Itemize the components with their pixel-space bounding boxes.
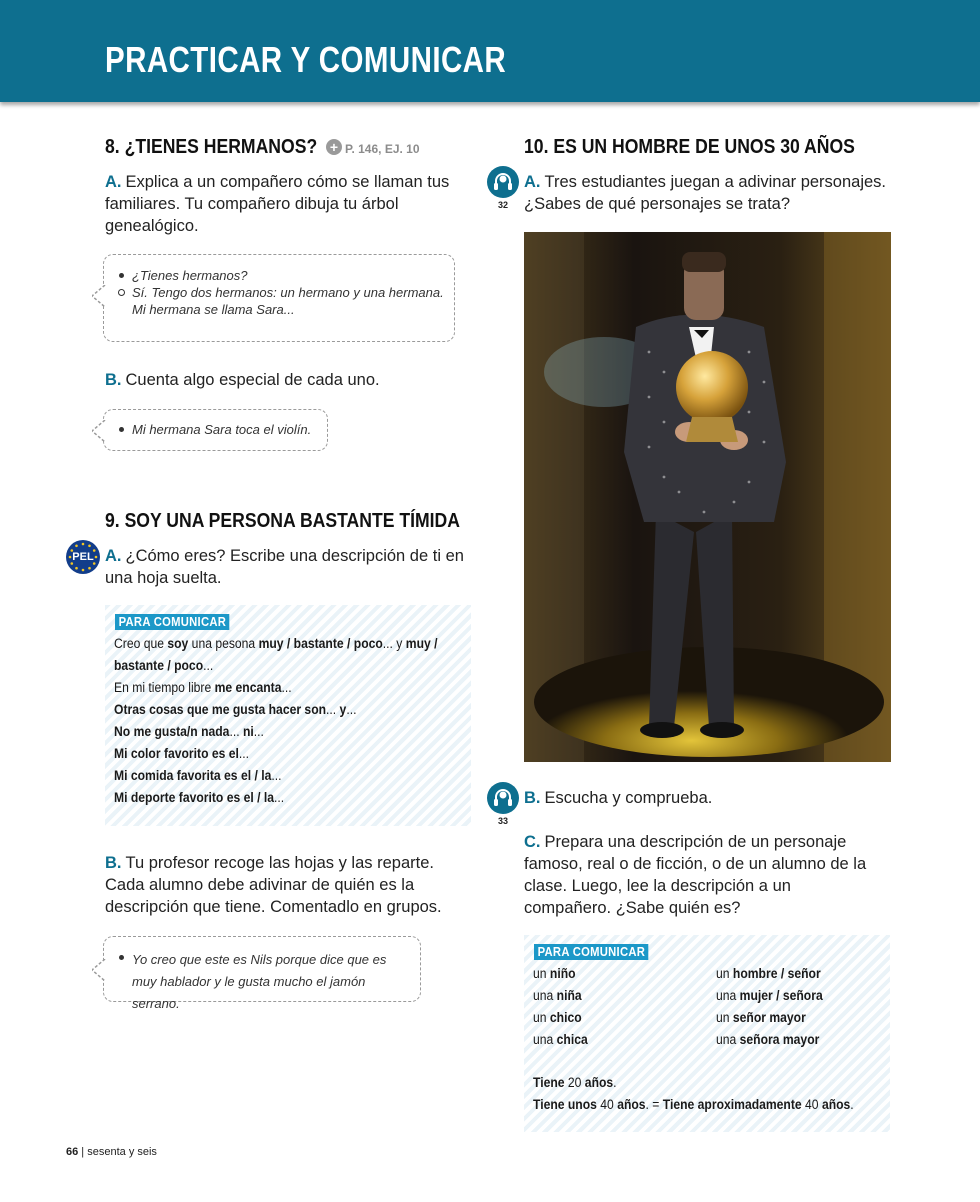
- speech-bubble-8a: [103, 254, 455, 342]
- text-fragment: una: [533, 1032, 557, 1047]
- bold-fragment: señor mayor: [732, 1010, 806, 1025]
- text-fragment: .: [850, 1097, 854, 1112]
- bold-fragment: Mi comida favorita es el / la: [114, 768, 272, 783]
- person-word: [716, 1007, 823, 1029]
- text-fragment: un: [533, 966, 550, 981]
- speech-bubble-9b: [103, 936, 421, 1011]
- text-fragment: En mi tiempo libre: [114, 680, 215, 695]
- text-fragment: Creo que: [114, 636, 168, 651]
- age-line: [533, 1072, 854, 1094]
- letter-a: A.: [105, 547, 122, 565]
- dialog-line: Mi hermana Sara toca el violín.: [118, 421, 317, 438]
- bold-fragment: niña: [556, 988, 582, 1003]
- dialog-line: Yo creo que este es Nils porque dice que es muy hablador y le gusta mucho el jamón serrano.: [118, 949, 410, 1015]
- person-word: [533, 1007, 588, 1029]
- section-8-b-text: Cuenta algo especial de cada uno.: [125, 371, 380, 389]
- section-10-c-text: Prepara una descripción de un personaje famoso, real o de ficción, o de un alumno de la clase. Luego, lee la descripción a un compañero. ¿Sabe quién es?: [524, 833, 867, 917]
- speech-bubble-8b: [103, 409, 328, 451]
- text-fragment: ...: [271, 768, 282, 783]
- bubble-tail: [92, 959, 106, 981]
- text-fragment: una: [533, 988, 557, 1003]
- text-fragment: ...: [281, 680, 292, 695]
- text-fragment: ...: [346, 702, 357, 717]
- bold-fragment: No me gusta/n nada: [114, 724, 230, 739]
- section-8-heading: [105, 136, 420, 159]
- section-10-c: [524, 831, 874, 919]
- text-fragment: .: [613, 1075, 617, 1090]
- track-number: 33: [497, 816, 508, 826]
- text-fragment: ...: [238, 746, 250, 761]
- headphones-icon[interactable]: [487, 782, 519, 814]
- bold-fragment: señora mayor: [739, 1032, 820, 1047]
- text-fragment: una: [716, 1032, 740, 1047]
- letter-c: C.: [524, 833, 541, 851]
- dialog-line: Sí. Tengo dos hermanos: un hermano y una hermana.: [118, 284, 444, 301]
- audio-track-32[interactable]: [487, 166, 521, 210]
- text-fragment: un: [716, 966, 733, 981]
- person-word: [716, 1029, 823, 1051]
- bold-fragment: chico: [549, 1010, 582, 1025]
- person-word: [533, 1029, 588, 1051]
- para-line: [114, 765, 438, 787]
- section-10-a: [524, 171, 894, 215]
- bold-fragment: niño: [549, 966, 576, 981]
- section-9-b-text: Tu profesor recoge las hojas y las reparte. Cada alumno debe adivinar de quién es la descripción que tiene. Comentadlo en grupos.: [105, 854, 442, 916]
- page-words: sesenta y seis: [87, 1146, 157, 1158]
- text-fragment: . =: [645, 1097, 663, 1112]
- text-fragment: ...: [274, 790, 285, 805]
- section-10-title: 10. ES UN HOMBRE DE UNOS 30 AÑOS: [524, 136, 855, 158]
- plus-icon: +: [326, 139, 342, 155]
- section-9-b: [105, 852, 467, 918]
- section-10-b-text: Escucha y comprueba.: [544, 789, 713, 807]
- age-expressions: [533, 1072, 889, 1116]
- section-10-a-text: Tres estudiantes juegan a adivinar personajes. ¿Sabes de qué personajes se trata?: [524, 173, 887, 213]
- section-8-a: [105, 171, 465, 237]
- photo-illustration: [524, 232, 891, 762]
- track-number: 32: [497, 200, 508, 210]
- section-8-b: [105, 369, 380, 391]
- letter-a: A.: [524, 173, 541, 191]
- age-line: [533, 1094, 854, 1116]
- bold-fragment: Mi deporte favorito es el / la: [114, 790, 275, 805]
- bold-fragment: Tiene unos: [533, 1097, 601, 1112]
- section-9-a: [105, 545, 475, 589]
- letter-b: B.: [105, 371, 122, 389]
- bold-fragment: bastante / poco: [114, 658, 204, 673]
- para-line: [114, 787, 438, 809]
- para-comunicar-label: PARA COMUNICAR: [115, 614, 230, 630]
- page-title: PRACTICAR Y COMUNICAR: [105, 39, 507, 80]
- bold-fragment: me encanta: [214, 680, 282, 695]
- bold-fragment: y: [339, 702, 347, 717]
- text-fragment: ...: [203, 658, 214, 673]
- bold-fragment: años: [584, 1075, 614, 1090]
- bold-fragment: soy: [167, 636, 189, 651]
- text-fragment: una: [716, 988, 740, 1003]
- section-8-a-text: Explica a un compañero cómo se llaman tus familiares. Tu compañero dibuja tu árbol genealógico.: [105, 173, 450, 235]
- bold-fragment: muy /: [405, 636, 438, 651]
- bold-fragment: Tiene: [533, 1075, 568, 1090]
- bold-fragment: muy / bastante / poco: [258, 636, 383, 651]
- text-fragment: 40: [805, 1097, 822, 1112]
- bold-fragment: ni: [242, 724, 254, 739]
- person-word: [533, 985, 588, 1007]
- text-fragment: ...: [253, 724, 264, 739]
- para-line: [114, 677, 438, 699]
- bold-fragment: chica: [556, 1032, 588, 1047]
- text-fragment: una pesona: [188, 636, 259, 651]
- text-fragment: un: [533, 1010, 550, 1025]
- para-comunicar-lines: [114, 633, 473, 809]
- bubble-tail: [92, 285, 106, 307]
- audio-track-33[interactable]: [487, 782, 521, 826]
- para-line: [114, 721, 438, 743]
- letter-b: B.: [524, 789, 541, 807]
- footer-separator: |: [78, 1146, 88, 1158]
- ref-text: P. 146, EJ. 10: [345, 142, 420, 156]
- bold-fragment: años: [821, 1097, 851, 1112]
- page-header: [0, 0, 980, 102]
- text-fragment: 20: [567, 1075, 585, 1090]
- page-footer: [66, 1146, 157, 1158]
- person-word: [716, 963, 823, 985]
- bubble-tail: [92, 420, 106, 442]
- photo-man-with-trophy: [524, 232, 891, 762]
- bold-fragment: Tiene aproximadamente: [662, 1097, 806, 1112]
- bold-fragment: mujer / señora: [739, 988, 823, 1003]
- text-fragment: un: [716, 1010, 733, 1025]
- para-line: [114, 655, 438, 677]
- text-fragment: ...: [229, 724, 243, 739]
- bold-fragment: Mi color favorito es el: [114, 746, 239, 761]
- para-line: [114, 699, 438, 721]
- letter-b: B.: [105, 854, 122, 872]
- bold-fragment: Otras cosas que me gusta hacer son: [114, 702, 327, 717]
- dialog-line: ¿Tienes hermanos?: [118, 267, 444, 284]
- page-number: 66: [66, 1146, 79, 1158]
- para-line: [114, 633, 438, 655]
- para-comunicar-label: PARA COMUNICAR: [534, 944, 649, 960]
- section-8-ref: [326, 139, 420, 156]
- section-9-a-text: ¿Cómo eres? Escribe una descripción de ti en una hoja suelta.: [105, 547, 464, 587]
- person-word: [533, 963, 588, 985]
- dialog-line: Mi hermana se llama Sara...: [132, 302, 295, 317]
- text-fragment: ...: [326, 702, 340, 717]
- section-8-title: 8. ¿TIENES HERMANOS?: [105, 136, 318, 158]
- bold-fragment: hombre / señor: [732, 966, 821, 981]
- headphones-icon[interactable]: [487, 166, 519, 198]
- text-fragment: ... y: [382, 636, 406, 651]
- text-fragment: 40: [600, 1097, 618, 1112]
- section-10-b: [524, 787, 712, 809]
- para-line: [114, 743, 438, 765]
- people-words-right: [716, 963, 835, 1051]
- bold-fragment: años: [617, 1097, 646, 1112]
- people-words-left: [533, 963, 594, 1051]
- section-9-title: 9. SOY UNA PERSONA BASTANTE TÍMIDA: [105, 510, 460, 532]
- para-comunicar-box-9: [105, 605, 471, 826]
- person-word: [716, 985, 823, 1007]
- pel-label: PEL: [72, 551, 94, 563]
- para-comunicar-box-10: [524, 935, 890, 1132]
- letter-a: A.: [105, 173, 122, 191]
- pel-badge-icon: [66, 540, 100, 574]
